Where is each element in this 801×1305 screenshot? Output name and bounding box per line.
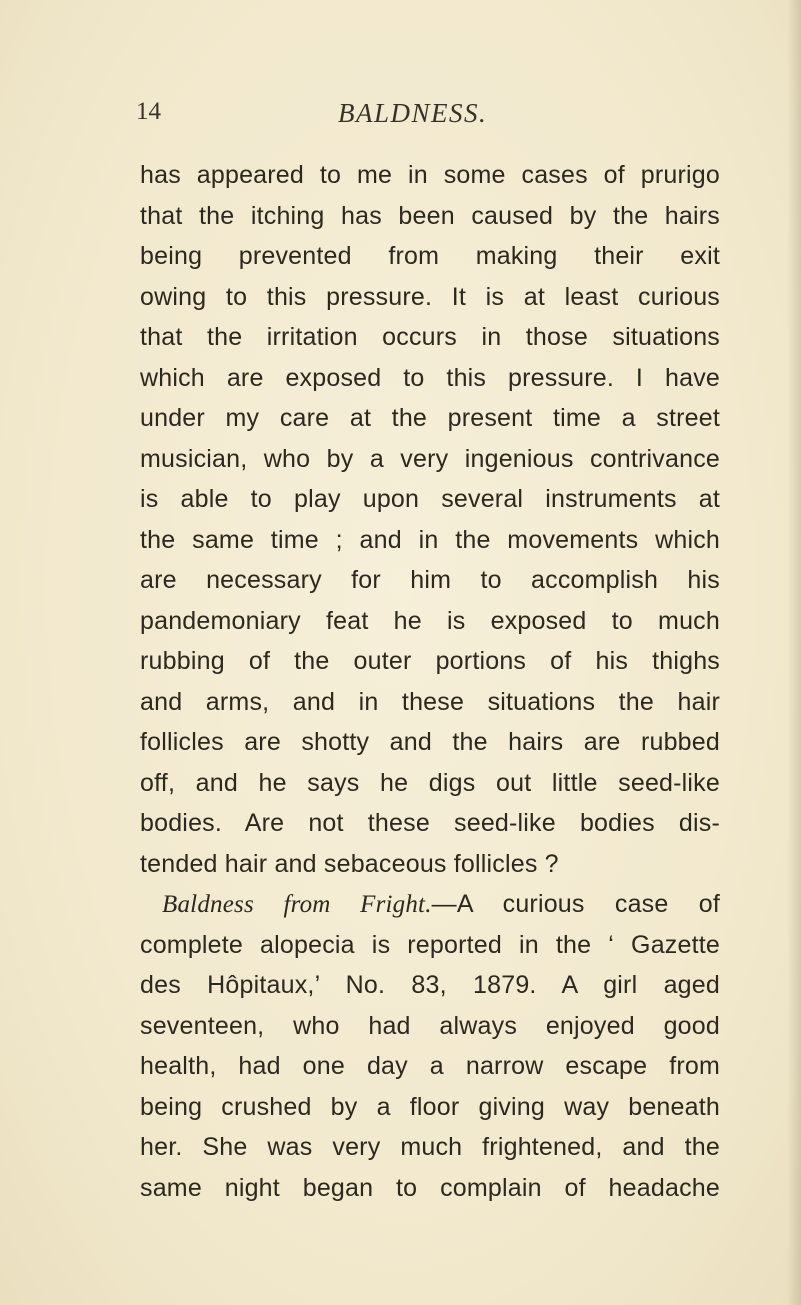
text-line: off, and he says he digs out little seed-like <box>140 768 720 797</box>
text-line: being crushed by a floor giving way beneath <box>140 1092 720 1121</box>
section-first-line-rest: —A curious case of <box>431 890 720 918</box>
text-line: is able to play upon several instruments at <box>140 485 720 513</box>
running-header <box>0 98 801 134</box>
text-line: bodies. Are not these seed-like bodies dis- <box>140 809 720 837</box>
text-line: being prevented from making their exit <box>140 242 720 270</box>
text-line: follicles are shotty and the hairs are rubbed <box>140 728 720 756</box>
text-line: same night began to complain of headache <box>140 1173 720 1202</box>
text-line: tended hair and sebaceous follicles ? <box>140 849 559 878</box>
section-first-line <box>140 884 720 925</box>
text-line: her. She was very much frightened, and the <box>140 1133 720 1161</box>
text-line: that the irritation occurs in those situations <box>140 323 720 351</box>
text-line: and arms, and in these situations the hair <box>140 687 720 716</box>
text-line: seventeen, who had always enjoyed good <box>140 1011 720 1040</box>
text-line: under my care at the present time a street <box>140 404 720 432</box>
text-line: owing to this pressure. It is at least curious <box>140 282 720 311</box>
text-line: the same time ; and in the movements which <box>140 525 720 554</box>
text-line: musician, who by a very ingenious contrivance <box>140 444 720 473</box>
page-number: 14 <box>136 98 161 125</box>
text-line: which are exposed to this pressure. I have <box>140 363 720 392</box>
text-line: complete alopecia is reported in the ‘ Gazette <box>140 930 720 959</box>
text-line: has appeared to me in some cases of prurigo <box>140 161 720 189</box>
text-line: that the itching has been caused by the hairs <box>140 201 720 230</box>
page-edge-shadow <box>787 0 801 1305</box>
text-line: are necessary for him to accomplish his <box>140 566 720 594</box>
text-line: rubbing of the outer portions of his thighs <box>140 647 720 675</box>
text-line: pandemoniary feat he is exposed to much <box>140 606 720 635</box>
running-title: BALDNESS. <box>338 98 488 128</box>
body-text <box>140 155 720 1208</box>
text-line: des Hôpitaux,’ No. 83, 1879. A girl aged <box>140 971 720 999</box>
text-line: health, had one day a narrow escape from <box>140 1052 720 1080</box>
section-heading: Baldness from Fright. <box>162 891 432 918</box>
